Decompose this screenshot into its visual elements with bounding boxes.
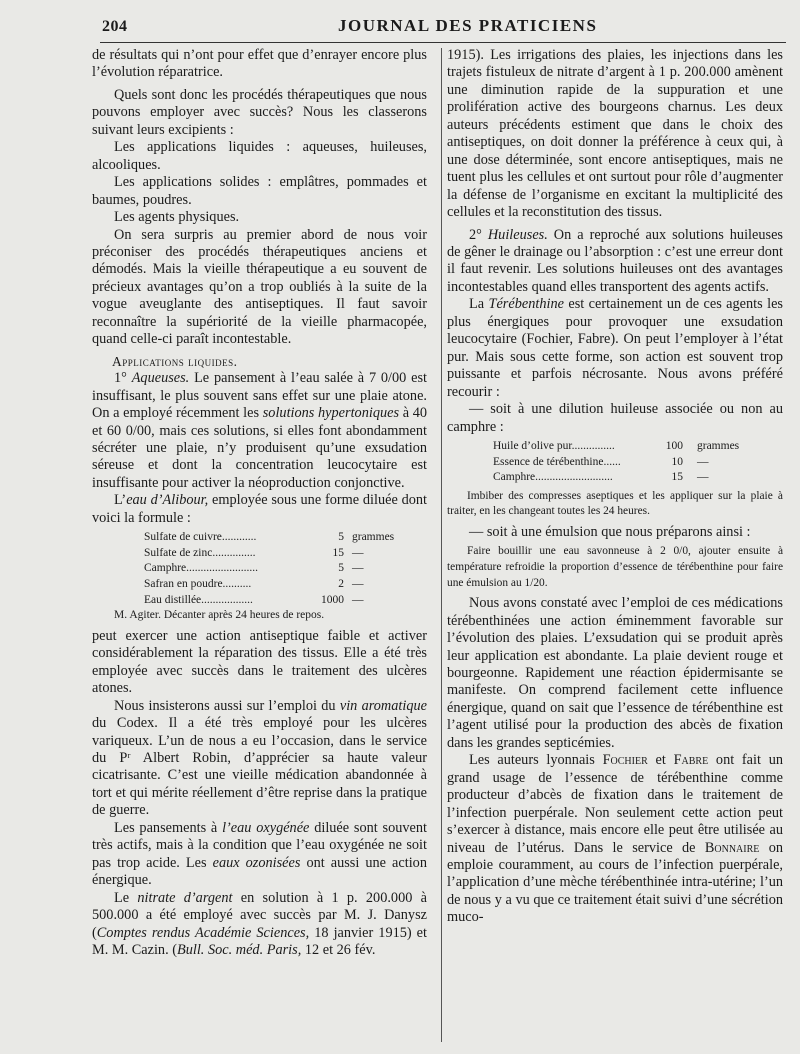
formula-row (144, 577, 427, 593)
unit: — (352, 546, 364, 559)
formula-row (144, 561, 427, 577)
paragraph: On sera surpris au premier abord de nous voir préconiser des procédés thérapeutiques anciens et démodés. Mais la vieille thérapeutique a eu souvent de précieux avantages qu’on a trop oubliés à la suite de la vogue aveuglante des antiseptiques. Il faut savoir reconnaître la supériorité de la vieille pharmacopée, quand celle-ci paraît incontestable. (92, 226, 427, 348)
ingredient: Sulfate de zinc............... (144, 546, 256, 559)
paragraph: Nous avons constaté avec l’emploi de ces médications térébenthinées une action éminemment favorable sur l’évolution des plaies. L’exsudation qui se produit après leur application est abondante. La plaie devient rouge et bourgeonne. Rapidement une réaction épidermisante se manifeste. On comprend facilement cette influence énergique, quand on sait que l’essence de térébenthine est l’agent utilisé pour la production des abcès de fixation dans les grandes septicémies. (447, 595, 783, 751)
ingredient: Safran en poudre.......... (144, 578, 252, 591)
paragraph: — soit à une émulsion que nous préparons ainsi : (469, 523, 751, 540)
quantity: 10 (671, 455, 683, 468)
text: 12 et 26 fév. (301, 941, 376, 958)
formula-row (493, 470, 783, 486)
unit: grammes (352, 531, 395, 544)
text: ont aussi une action énergique. (92, 854, 427, 889)
formula-note: Imbiber des compresses aseptiques et les appliquer sur la plaie à traiter, en les changeant toutes les 24 heures. (447, 489, 783, 518)
ingredient: Essence de térébenthine...... (493, 455, 621, 468)
text: du Codex. Il a été très employé pour les ulcères variqueux. L’un de nous a eu l’occasion, dans le service du Pʳ Albert Robin, d’apprécier sa haute valeur cicatrisante. C’est une vieille médication abandonnée à tort et qui mérite réellement d’être reprise dans la pratique de guerre. (92, 715, 427, 819)
journal-title: JOURNAL DES PRATICIENS (338, 16, 598, 35)
text: La (469, 296, 489, 313)
author-name: Fochier (602, 752, 648, 769)
paragraph: Quels sont donc les procédés thérapeutiques que nous pouvons employer avec succès? Nous les classerons suivant leurs excipients : (92, 86, 427, 138)
ingredient: Eau distillée.................. (144, 593, 253, 606)
formula-row (493, 439, 783, 455)
author-name: Bonnaire (704, 839, 760, 856)
left-column (92, 47, 427, 959)
formula-row (144, 530, 427, 546)
formula-row (144, 593, 427, 609)
text: on emploie couramment, au cours de l’infection puerpérale, l’application d’une mèche térébenthinée intra-utérine; l’un de nous y a vu que ce traitement était suivi d’une sécrétion muco- (447, 839, 784, 926)
quantity: 15 (671, 471, 683, 484)
text: L’ (114, 492, 127, 509)
quantity: 15 (332, 546, 344, 559)
text: diluée sont souvent très actifs, mais à la condition que l’eau oxygénée ne soit pas trop acide. Les (92, 819, 428, 871)
text: Les auteurs lyonnais (469, 752, 603, 769)
formula-terebenthine (493, 439, 783, 486)
right-column (447, 47, 783, 927)
emphasis: Comptes rendus Académie Sciences, (96, 924, 310, 941)
column-divider (441, 48, 442, 1042)
formula-alibour (114, 530, 427, 624)
formula-note: M. Agiter. Décanter après 24 heures de repos. (114, 609, 325, 622)
emphasis: Térébenthine (488, 296, 564, 313)
unit: — (697, 471, 709, 484)
page-header (0, 0, 800, 40)
ingredient: Camphre........................... (493, 471, 613, 484)
quantity: 100 (665, 439, 683, 452)
formula-row (144, 546, 427, 562)
unit: — (352, 578, 364, 591)
paragraph: — soit à une dilution huileuse associée ou non au camphre : (447, 401, 783, 435)
quantity: 2 (338, 578, 344, 591)
unit: — (352, 593, 364, 606)
unit: grammes (697, 439, 740, 452)
emphasis: Huileuses. (487, 226, 548, 243)
text: est certainement un de ces agents les plus énergiques pour provoquer une exsudation leucocytaire (Fochier, Fabre). On peut l’employer à l’état pur. Mais sous cette forme, son action est souvent trop puissante et parfois nécrosante. Nous avons préféré recourir : (447, 296, 783, 400)
paragraph (447, 752, 783, 927)
section-heading: Applications liquides. (112, 353, 238, 369)
quantity: 1000 (321, 593, 344, 606)
list-number: 1° (114, 370, 127, 387)
ingredient: Sulfate de cuivre............ (144, 531, 257, 544)
emphasis: eaux ozonisées (212, 854, 301, 871)
quantity: 5 (338, 562, 344, 575)
text: Nous insisterons aussi sur l’emploi du (114, 697, 340, 714)
emphasis: Bull. Soc. méd. Paris, (176, 941, 302, 958)
text: Le pansement à l’eau salée à 7 0/00 est insuffisant, le plus souvent sans effet sur une plaie atone. On a employé récemment les (92, 370, 428, 422)
emulsion-instructions: Faire bouillir une eau savonneuse à 2 0/0, ajouter ensuite à température refroidie la proportion d’essence de térébenthine pour faire une émulsion au 1/20. (447, 545, 783, 589)
text: et (647, 752, 674, 769)
header-rule (100, 42, 786, 43)
list-number: 2° (469, 226, 482, 243)
paragraph (447, 227, 783, 297)
text: On a reproché aux solutions huileuses de gêner le drainage ou l’absorption : c’est une erreur dont il faut revenir. Les solutions huileuses ont des avantages incontestables quand elles transportent des agents actifs. (447, 226, 783, 295)
ingredient: Camphre......................... (144, 562, 259, 575)
emphasis: nitrate d’argent (137, 889, 233, 906)
paragraph: Les applications liquides : aqueuses, huileuses, alcooliques. (92, 139, 427, 173)
unit: — (352, 562, 364, 575)
paragraph: peut exercer une action antiseptique faible et activer considérablement la réparation des tissus. Elle a été très employée avec succès dans le traitement des ulcères atones. (92, 627, 427, 697)
quantity: 5 (338, 531, 344, 544)
text: employée sous une forme diluée dont voici la formule : (92, 492, 427, 526)
paragraph (447, 296, 783, 401)
text: Les pansements à (114, 819, 223, 836)
author-name: Fabre (673, 752, 709, 769)
emphasis: l’eau oxygénée (222, 819, 310, 836)
paragraph (92, 820, 427, 890)
paragraph (92, 370, 427, 492)
emphasis: vin aromatique (339, 697, 427, 714)
unit: — (697, 455, 709, 468)
emphasis: eau d’Alibour, (126, 492, 209, 509)
text: Le (114, 889, 138, 906)
text: 18 janvier 1915) et M. M. Cazin. ( (92, 924, 428, 958)
paragraph (92, 492, 427, 527)
paragraph (92, 698, 427, 820)
paragraph: de résultats qui n’ont pour effet que d’enrayer encore plus l’évolution réparatrice. (92, 47, 427, 81)
text: ont fait un grand usage de l’essence de térébenthine comme producteur d’abcès de fixation dans le traitement de l’infection puerpérale. Non seulement cette action peut s’exercer à distance, mais encore elle peut être utilisée au niveau de l’utérus. Dans le service de (447, 752, 784, 856)
paragraph (92, 890, 427, 960)
emphasis: solutions hypertoniques (262, 405, 400, 422)
emphasis: Aqueuses. (131, 370, 190, 387)
text: à 40 et 60 0/00, mais ces solutions, si elles font abondamment sécréter une plaie, n’y produisent qu’une exsudation séreuse et dont la concentration leucocytaire est insuffisante pour activer la néoproduction conjonctive. (92, 405, 427, 491)
ingredient: Huile d’olive pur............... (493, 439, 615, 452)
text: en solution à 1 p. 200.000 à 500.000 a été employé avec succès par M. J. Danysz ( (92, 889, 427, 941)
paragraph: Les agents physiques. (114, 209, 240, 226)
formula-row (493, 455, 783, 471)
paragraph: Les applications solides : emplâtres, pommades et baumes, poudres. (92, 174, 427, 208)
page-number: 204 (102, 18, 128, 35)
paragraph: 1915). Les irrigations des plaies, les injections dans les trajets fistuleux de nitrate d’argent à 1 p. 200.000 amènent une diminution rapide de la suppuration et une prolifération active des bourgeons charnus. Les deux auteurs précédents estiment que dans le choix des antiseptiques, on doit donner la préférence à ceux qui, à une dose déterminée, sont encore antiseptiques, mais ne tuent plus les cellules et ont surtout pour rôle d’augmenter la défense de l’organisme en excitant la multiplicité des cellules et la reconstitution des tissus. (447, 47, 783, 221)
